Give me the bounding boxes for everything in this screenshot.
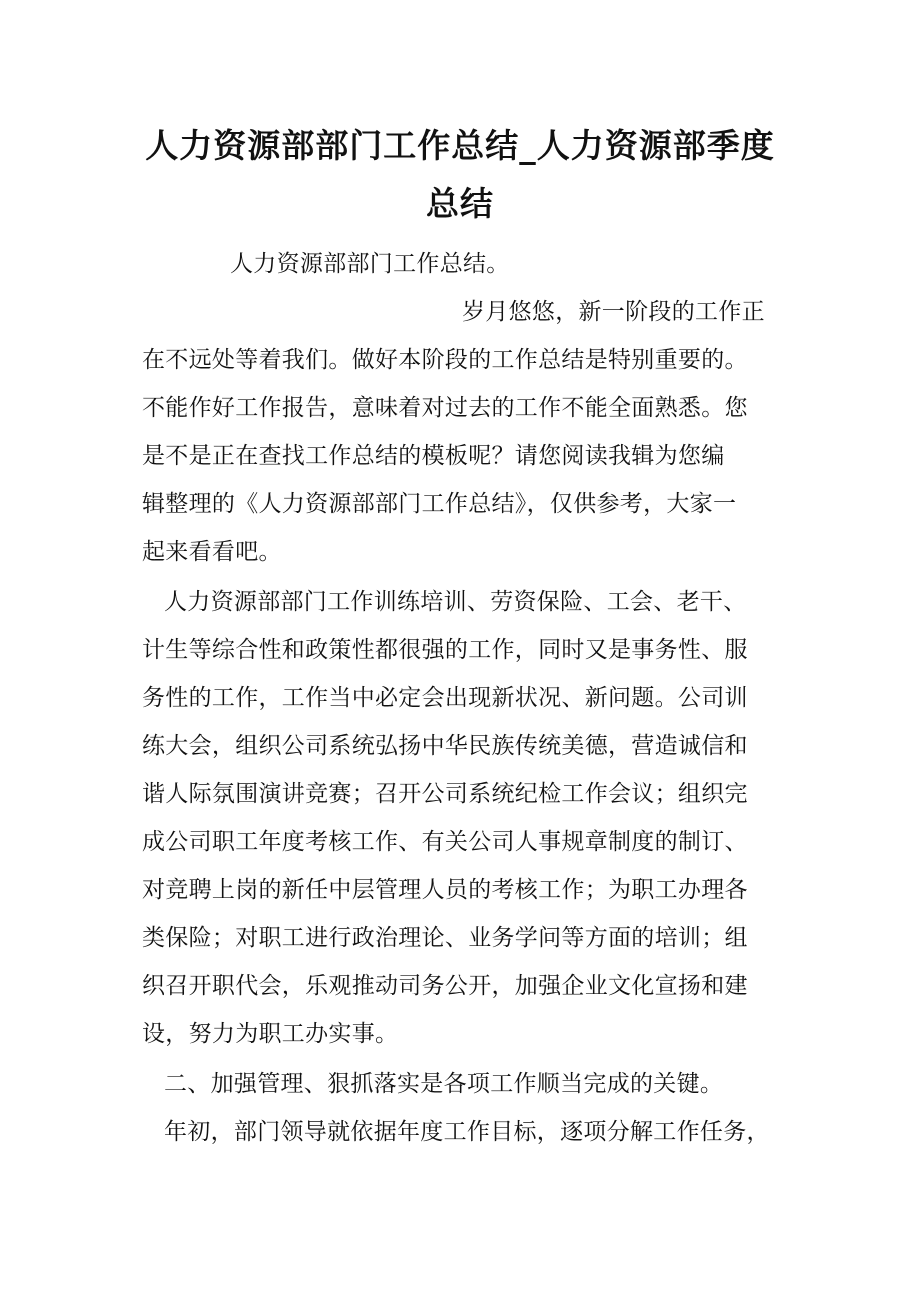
paragraph-line: 谐人际氛围演讲竞赛；召开公司系统纪检工作会议；组织完	[142, 781, 748, 807]
paragraph-line: 不能作好工作报告，意味着对过去的工作不能全面熟悉。您	[142, 395, 748, 421]
paragraph-line: 岁月悠悠，新一阶段的工作正	[462, 299, 765, 325]
paragraph-line: 年初，部门领导就依据年度工作目标，逐项分解工作任务，	[164, 1119, 770, 1145]
paragraph-line: 计生等综合性和政策性都很强的工作，同时又是事务性、服	[142, 637, 748, 663]
paragraph-line: 起来看看吧。	[142, 539, 282, 565]
paragraph-line: 辑整理的《人力资源部部门工作总结》，仅供参考，大家一	[142, 491, 737, 517]
paragraph-line: 在不远处等着我们。做好本阶段的工作总结是特别重要的。	[142, 347, 748, 373]
document-title-line-2: 总结	[426, 184, 494, 223]
paragraph-line: 人力资源部部门工作总结。	[230, 251, 510, 277]
paragraph-line: 练大会，组织公司系统弘扬中华民族传统美德，营造诚信和	[142, 733, 748, 759]
section-heading: 二、加强管理、狠抓落实是各项工作顺当完成的关键。	[164, 1071, 724, 1097]
paragraph-line: 设，努力为职工办实事。	[142, 1021, 399, 1047]
paragraph-line: 织召开职代会，乐观推动司务公开，加强企业文化宣扬和建	[142, 973, 748, 999]
paragraph-line: 对竞聘上岗的新任中层管理人员的考核工作；为职工办理各	[142, 877, 748, 903]
document-title-line-1: 人力资源部部门工作总结_人力资源部季度	[145, 126, 775, 165]
paragraph-line: 是不是正在查找工作总结的模板呢？请您阅读我辑为您编	[142, 443, 725, 469]
paragraph-line: 类保险；对职工进行政治理论、业务学问等方面的培训；组	[142, 925, 748, 951]
paragraph-line: 务性的工作，工作当中必定会出现新状况、新问题。公司训	[142, 685, 748, 711]
paragraph-line: 成公司职工年度考核工作、有关公司人事规章制度的制订、	[142, 829, 748, 855]
paragraph-line: 人力资源部部门工作训练培训、劳资保险、工会、老干、	[164, 589, 747, 615]
